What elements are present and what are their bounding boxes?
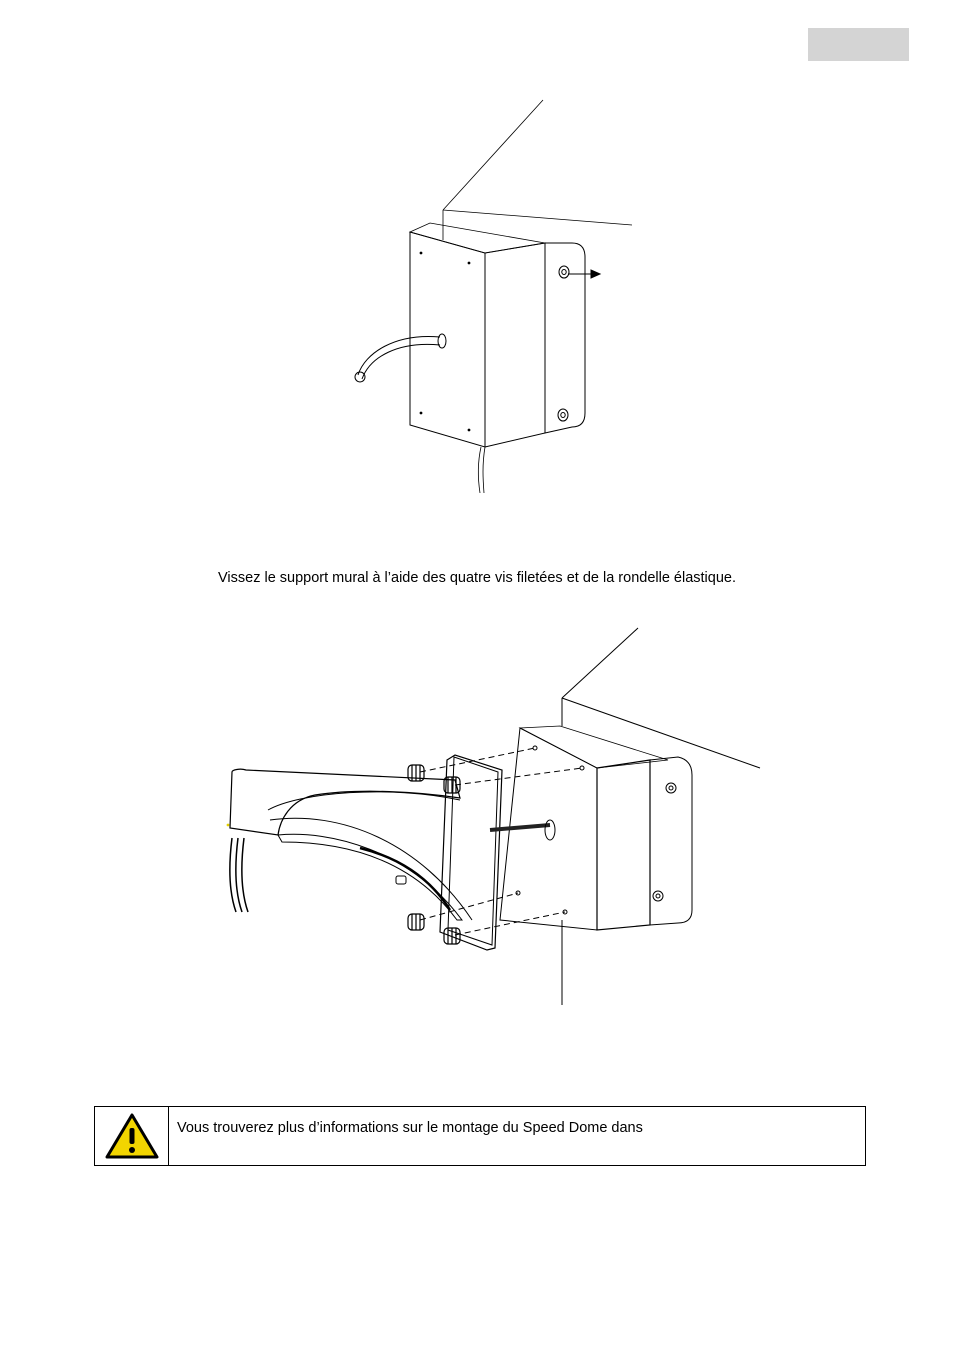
wall-arm-mounting-figure: [210, 620, 780, 1010]
note-text: Vous trouverez plus d’informations sur le montage du Speed Dome dans: [177, 1120, 643, 1136]
warning-icon: [104, 1112, 160, 1160]
note-icon-cell: [95, 1107, 169, 1165]
language-tab: [808, 28, 909, 61]
instruction-caption: Vissez le support mural à l’aide des quatre vis filetées et de la rondelle élastique.: [218, 570, 736, 586]
note-box: [94, 1106, 866, 1166]
wall-bracket-figure: [300, 95, 660, 500]
